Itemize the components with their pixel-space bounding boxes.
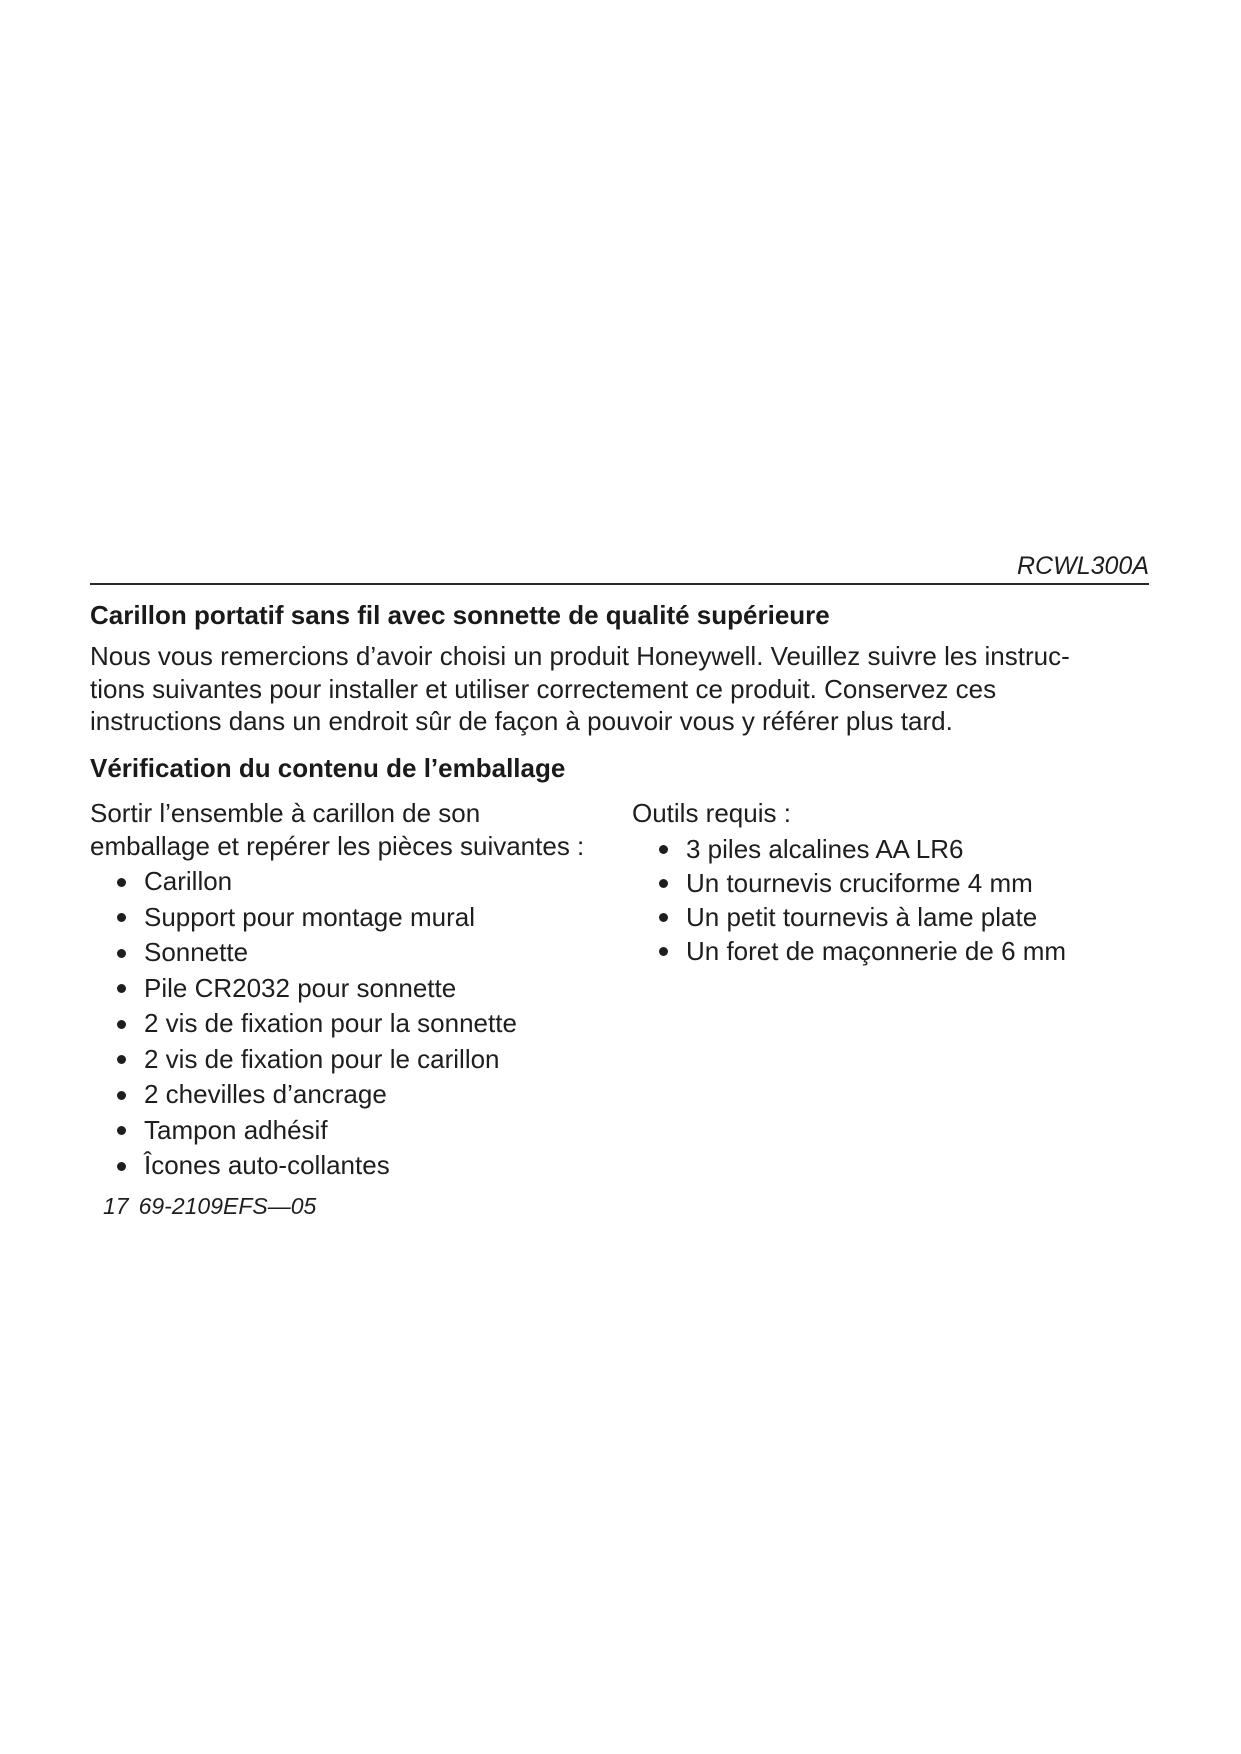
package-contents-intro — [90, 797, 584, 862]
bullet-icon — [117, 913, 126, 922]
list-item-label: Support pour montage mural — [144, 901, 475, 932]
list-item-label: 2 vis de fixation pour le carillon — [144, 1043, 500, 1074]
list-item — [686, 832, 1066, 866]
page-footer — [103, 1193, 316, 1220]
package-contents-intro-line: Sortir l’ensemble à carillon de son — [90, 798, 481, 828]
list-item — [686, 866, 1066, 900]
list-item-label: Sonnette — [144, 937, 249, 967]
intro-line: tions suivantes pour installer et utiliser correctement ce produit. Conservez ces — [90, 673, 997, 704]
bullet-icon — [117, 1126, 126, 1135]
list-item-label: Un petit tournevis à lame plate — [686, 901, 1038, 932]
list-item — [144, 1077, 584, 1113]
list-item-label: 2 chevilles d’ancrage — [144, 1079, 387, 1109]
list-item — [144, 1148, 584, 1184]
list-item — [144, 864, 584, 900]
list-item-label: Îcones auto-collantes — [144, 1150, 390, 1180]
list-item-label: Un foret de maçonnerie de 6 mm — [686, 935, 1067, 966]
bullet-icon — [117, 949, 126, 958]
intro-line: Nous vous remercions d’avoir choisi un produit Honeywell. Veuillez suivre les instruc- — [90, 641, 1070, 671]
section-heading: Vérification du contenu de l’emballage — [90, 753, 566, 783]
list-item-label: 3 piles alcalines AA LR6 — [686, 833, 964, 864]
list-item-label: Carillon — [144, 866, 233, 896]
package-contents-intro-line: emballage et repérer les pièces suivantes : — [90, 830, 585, 861]
list-item — [144, 971, 584, 1007]
page-title: Carillon portatif sans fil avec sonnette de qualité supérieure — [90, 600, 830, 630]
list-item-label: 2 vis de fixation pour la sonnette — [144, 1008, 517, 1038]
list-item — [144, 1006, 584, 1042]
list-item-label: Un tournevis cruciforme 4 mm — [686, 867, 1033, 898]
required-tools-heading-text: Outils requis : — [632, 798, 791, 828]
bullet-icon — [117, 1020, 126, 1029]
list-item — [144, 935, 584, 971]
bullet-icon — [659, 913, 668, 922]
list-item — [144, 1113, 584, 1149]
bullet-icon — [659, 947, 668, 956]
list-item — [144, 1042, 584, 1078]
intro-line: instructions dans un endroit sûr de façon à pouvoir vous y référer plus tard. — [90, 706, 953, 736]
document-code: 69-2109EFS—05 — [138, 1193, 317, 1219]
required-tools-list — [632, 832, 1066, 968]
list-item — [686, 900, 1066, 934]
header-rule — [90, 583, 1149, 585]
bullet-icon — [659, 879, 668, 888]
package-contents-column — [90, 797, 584, 1184]
bullet-icon — [117, 1055, 126, 1064]
list-item-label: Tampon adhésif — [144, 1114, 328, 1145]
required-tools-heading — [632, 797, 1066, 830]
bullet-icon — [117, 878, 126, 887]
bullet-icon — [117, 1091, 126, 1100]
bullet-icon — [117, 1162, 126, 1171]
bullet-icon — [659, 845, 668, 854]
required-tools-column — [632, 797, 1066, 968]
page-number: 17 — [103, 1193, 129, 1219]
intro-paragraph — [90, 640, 1170, 738]
list-item-label: Pile CR2032 pour sonnette — [144, 972, 457, 1003]
package-contents-list — [90, 864, 584, 1184]
list-item — [144, 900, 584, 936]
list-item — [686, 934, 1066, 968]
bullet-icon — [117, 984, 126, 993]
model-number: RCWL300A — [1017, 552, 1149, 580]
